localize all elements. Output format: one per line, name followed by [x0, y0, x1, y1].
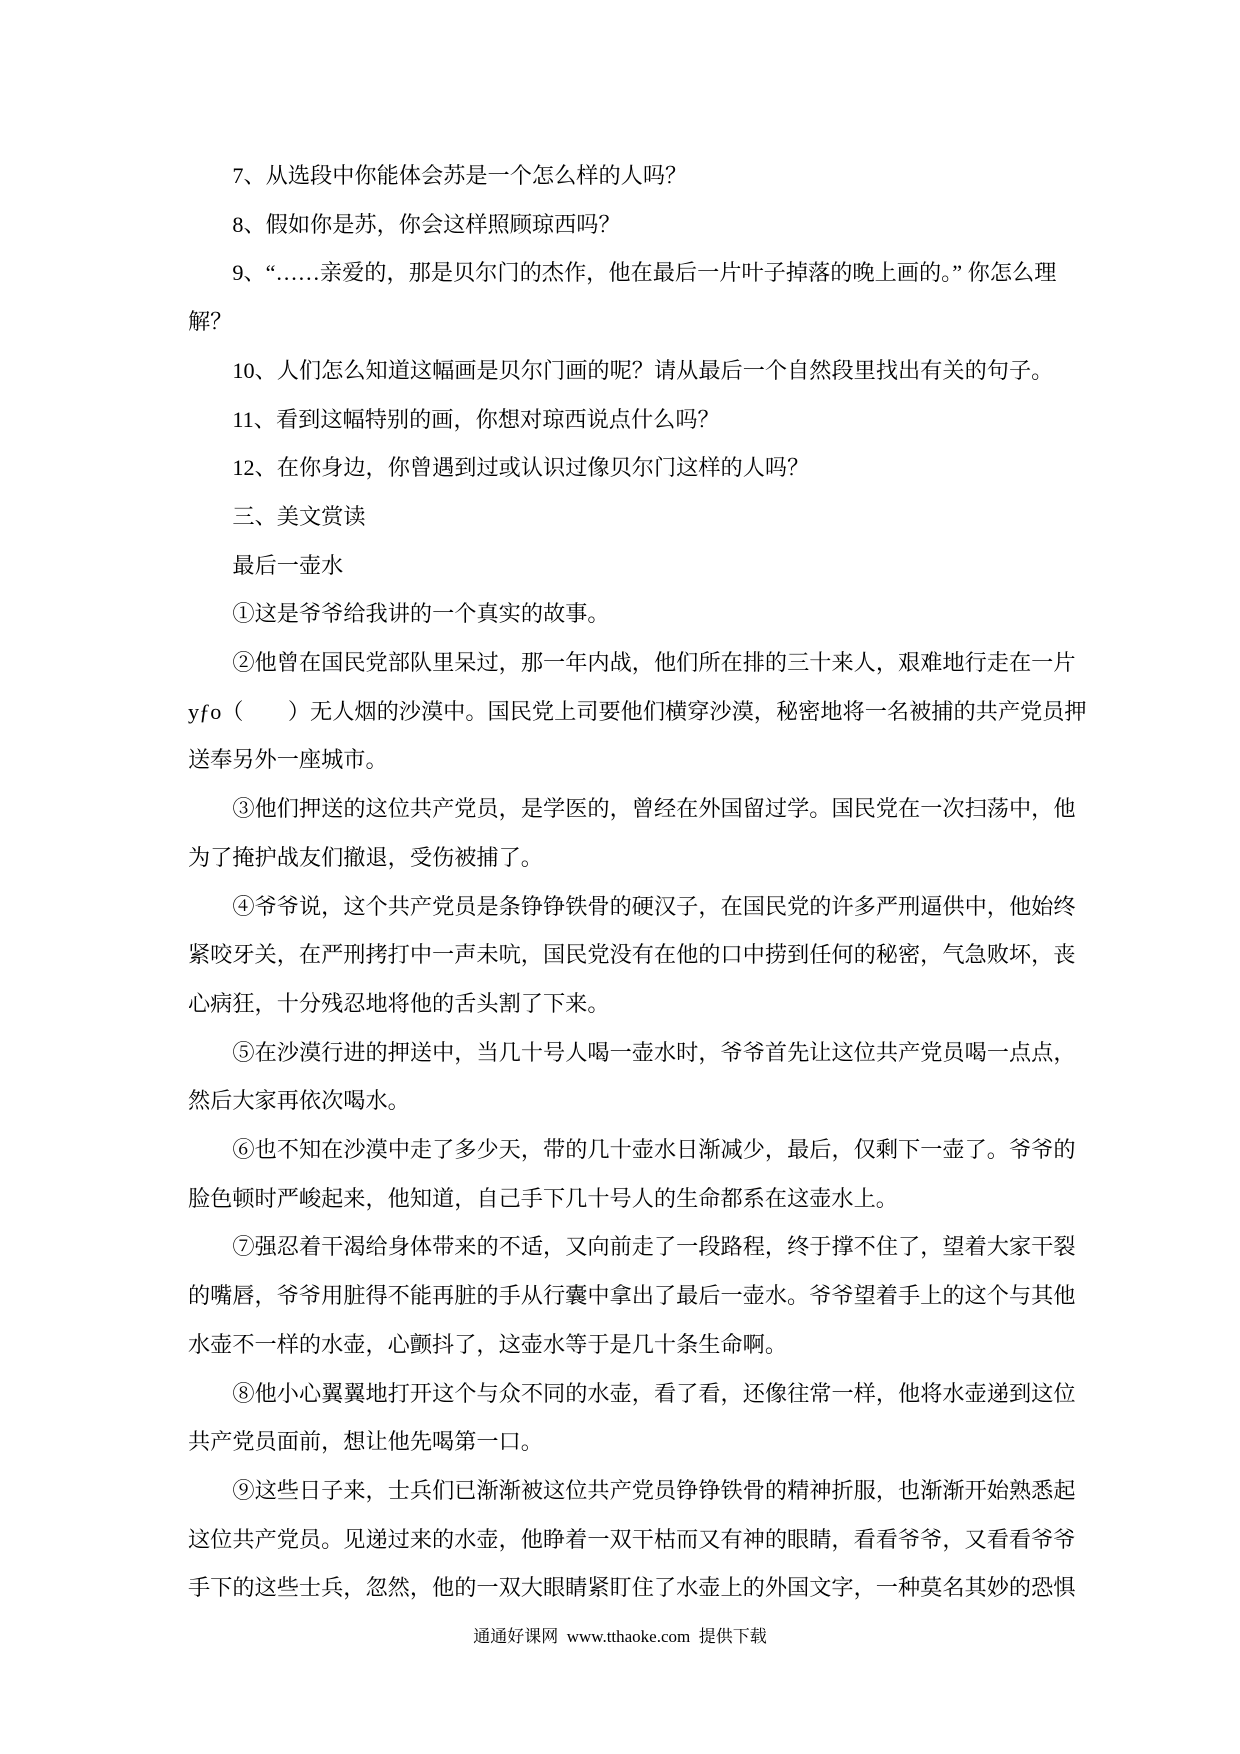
essay-paragraph-9-line-3: 手下的这些士兵，忽然，他的一双大眼睛紧盯住了水壶上的外国文字，一种莫名其妙的恐惧	[188, 1575, 1076, 1601]
section-heading: 三、美文赏读	[232, 503, 366, 529]
essay-paragraph-2-line-1: ②他曾在国民党部队里呆过，那一年内战，他们所在排的三十来人，艰难地行走在一片	[232, 650, 1076, 676]
essay-paragraph-4-line-1: ④爷爷说，这个共产党员是条铮铮铁骨的硬汉子，在国民党的许多严刑逼供中，他始终	[232, 893, 1076, 919]
essay-paragraph-7-line-3: 水壶不一样的水壶，心颤抖了，这壶水等于是几十条生命啊。	[188, 1331, 788, 1357]
question-12: 12、在你身边，你曾遇到过或认识过像贝尔门这样的人吗？	[232, 455, 810, 481]
essay-paragraph-9-line-2: 这位共产党员。见递过来的水壶，他睁着一双干枯而又有神的眼睛，看看爷爷，又看看爷爷	[188, 1526, 1076, 1552]
essay-paragraph-8-line-1: ⑧他小心翼翼地打开这个与众不同的水壶，看了看，还像往常一样，他将水壶递到这位	[232, 1380, 1076, 1406]
essay-paragraph-7-line-2: 的嘴唇，爷爷用脏得不能再脏的手从行囊中拿出了最后一壶水。爷爷望着手上的这个与其他	[188, 1283, 1076, 1309]
essay-paragraph-2-line-2: yƒo（ ）无人烟的沙漠中。国民党上司要他们横穿沙漠，秘密地将一名被捕的共产党员押	[188, 698, 1087, 724]
question-10: 10、人们怎么知道这幅画是贝尔门画的呢？请从最后一个自然段里找出有关的句子。	[232, 357, 1054, 383]
essay-paragraph-3-line-2: 为了掩护战友们撤退，受伤被捕了。	[188, 844, 543, 870]
essay-paragraph-8-line-2: 共产党员面前，想让他先喝第一口。	[188, 1429, 543, 1455]
essay-paragraph-2-line-3: 送奉另外一座城市。	[188, 747, 388, 773]
question-8: 8、假如你是苏，你会这样照顾琼西吗？	[232, 211, 621, 237]
question-9-continuation: 解？	[188, 309, 233, 335]
question-11: 11、看到这幅特别的画，你想对琼西说点什么吗？	[232, 406, 720, 432]
essay-paragraph-1-line-1: ①这是爷爷给我讲的一个真实的故事。	[232, 601, 610, 627]
essay-paragraph-4-line-2: 紧咬牙关，在严刑拷打中一声未吭，国民党没有在他的口中捞到任何的秘密，气急败坏，丧	[188, 942, 1076, 968]
essay-paragraph-5-line-2: 然后大家再依次喝水。	[188, 1088, 410, 1114]
essay-paragraph-3-line-1: ③他们押送的这位共产党员，是学医的，曾经在外国留过学。国民党在一次扫荡中，他	[232, 796, 1076, 822]
essay-paragraph-5-line-1: ⑤在沙漠行进的押送中，当几十号人喝一壶水时，爷爷首先让这位共产党员喝一点点，	[232, 1039, 1076, 1065]
essay-paragraph-9-line-1: ⑨这些日子来，士兵们已渐渐被这位共产党员铮铮铁骨的精神折服，也渐渐开始熟悉起	[232, 1477, 1076, 1503]
essay-paragraph-7-line-1: ⑦强忍着干渴给身体带来的不适，又向前走了一段路程，终于撑不住了，望着大家干裂	[232, 1234, 1076, 1260]
essay-paragraph-6-line-1: ⑥也不知在沙漠中走了多少天，带的几十壶水日渐减少，最后，仅剩下一壶了。爷爷的	[232, 1137, 1076, 1163]
essay-paragraph-4-line-3: 心病狂，十分残忍地将他的舌头割了下来。	[188, 990, 610, 1016]
question-7: 7、从选段中你能体会苏是一个怎么样的人吗？	[232, 163, 688, 188]
essay-title: 最后一壶水	[232, 552, 344, 578]
question-9: 9、“……亲爱的，那是贝尔门的杰作，他在最后一片叶子掉落的晚上画的。” 你怎么理	[232, 260, 1057, 286]
essay-paragraph-6-line-2: 脸色顿时严峻起来，他知道，自己手下几十号人的生命都系在这壶水上。	[188, 1185, 898, 1211]
footer-note: 通通好课网 www.tthaoke.com 提供下载	[473, 1627, 767, 1646]
